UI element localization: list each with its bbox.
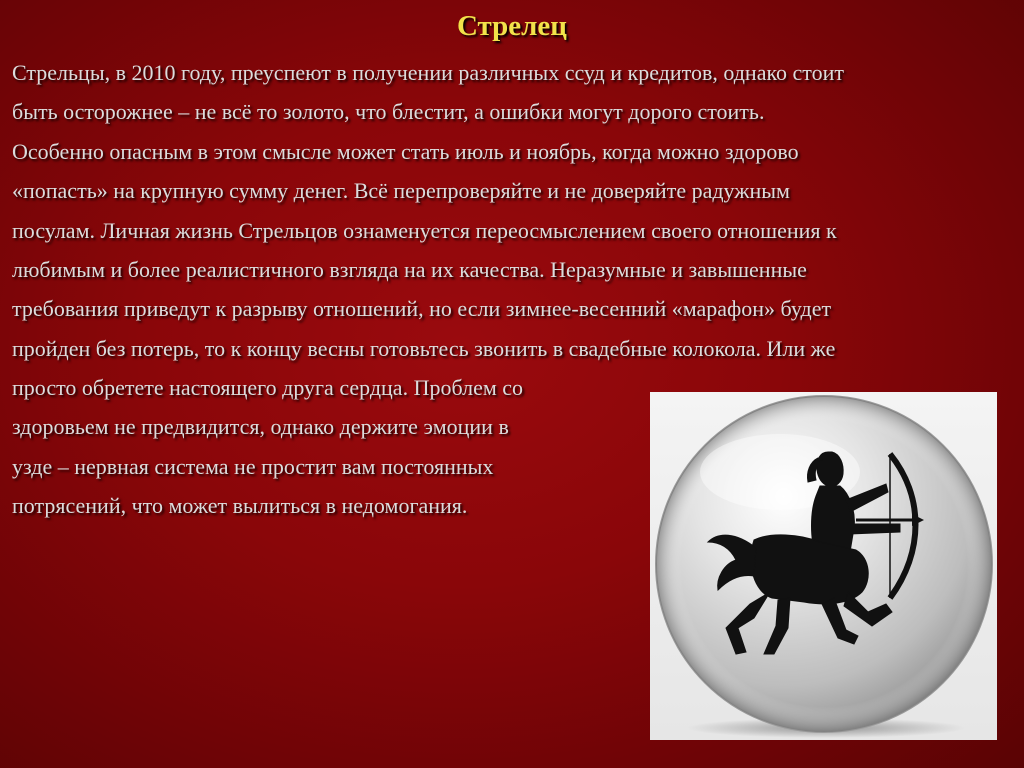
text-line: Особенно опасным в этом смысле может стать июль и ноябрь, когда можно здорово [12,138,799,164]
text-line: узде – нервная система не простит вам постоянных [12,453,494,479]
text-line: быть осторожнее – не всё то золото, что блестит, а ошибки могут дорого стоить. [12,99,765,125]
body-text-wide [12,53,1012,368]
zodiac-image [650,392,997,740]
slide-title: Стрелец [456,10,567,42]
text-line: потрясений, что может вылиться в недомогания. [12,493,468,519]
text-line: требования приведут к разрыву отношений, но если зимнее-весенний «марафон» будет [12,296,832,322]
text-line: здоровьем не предвидится, однако держите эмоции в [12,414,509,440]
text-line: «попасть» на крупную сумму денег. Всё перепроверяйте и не доверяйте радужным [12,178,790,204]
body-text-narrow [12,368,642,526]
text-line: пройден без потерь, то к концу весны готовьтесь звонить в свадебные колокола. Или же [12,335,836,361]
text-line: просто обретете настоящего друга сердца. Проблем со [12,375,524,400]
text-line: любимым и более реалистичного взгляда на их качества. Неразумные и завышенные [12,257,807,283]
sagittarius-icon [650,392,997,740]
text-line: Стрельцы, в 2010 году, преуспеют в получении различных ссуд и кредитов, однако стоит [12,60,845,85]
text-line: посулам. Личная жизнь Стрельцов ознаменуется переосмыслением своего отношения к [12,217,837,243]
